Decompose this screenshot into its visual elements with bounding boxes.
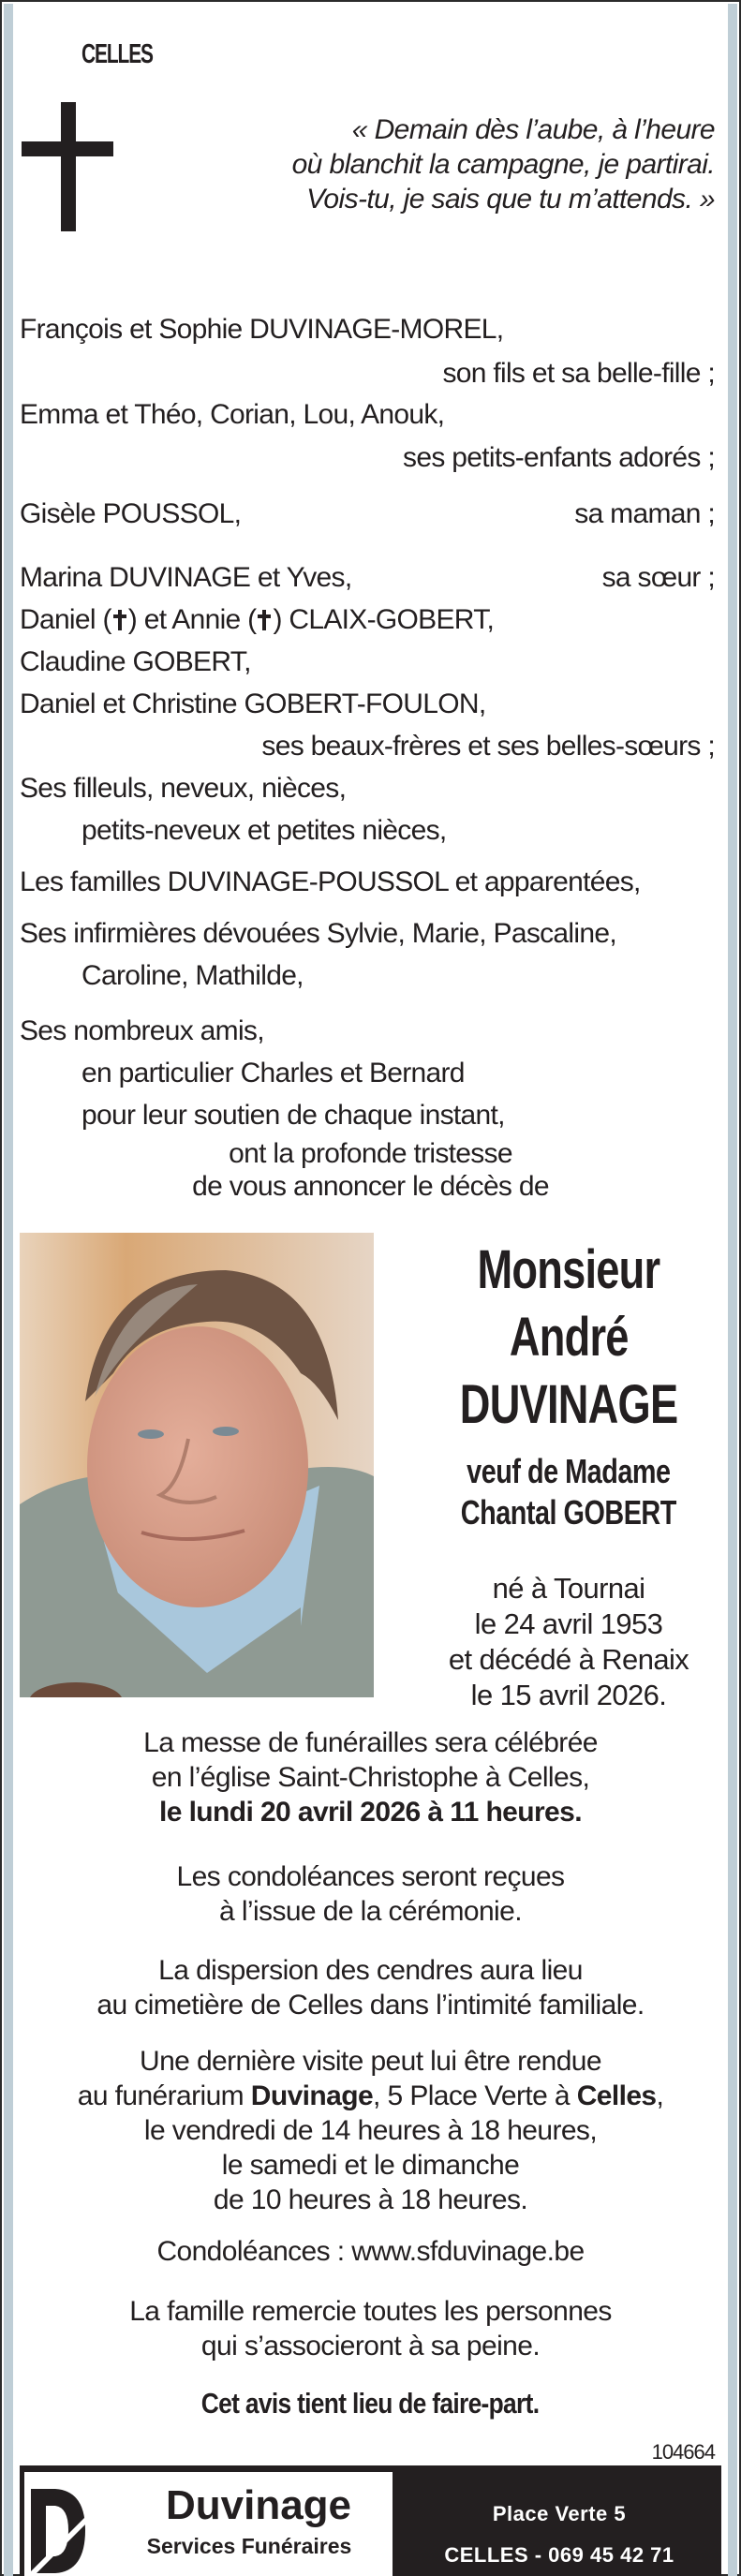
- family-mother-relation: sa maman ;: [574, 498, 715, 529]
- family-son-names: François et Sophie DUVINAGE-MOREL,: [20, 314, 504, 345]
- deceased-cross-icon: [258, 610, 271, 630]
- deceased-last-name: DUVINAGE: [459, 1374, 678, 1435]
- epigraph-quote: [190, 112, 715, 216]
- quote-line: Vois-tu, je sais que tu m’attends. »: [306, 184, 715, 215]
- family-sister-relation: sa sœur ;: [601, 562, 715, 593]
- family-inlaws-line1: [20, 604, 494, 636]
- family-son-relation: son fils et sa belle-fille ;: [442, 358, 715, 389]
- funeral-home-phone[interactable]: CELLES - 069 45 42 71: [444, 2543, 674, 2567]
- family-friends-line1: Ses nombreux amis,: [20, 1015, 264, 1046]
- funeral-line: en l’église Saint-Christophe à Celles,: [151, 1762, 590, 1793]
- thanks-line: qui s’associeront à sa peine.: [200, 2331, 541, 2361]
- death-place: et décédé à Renaix: [448, 1643, 689, 1676]
- family-friends-line3: pour leur soutien de chaque instant,: [82, 1100, 505, 1131]
- faire-part-notice: Cet avis tient lieu de faire-part.: [201, 2387, 540, 2420]
- cross-icon: [61, 102, 76, 231]
- visit-line: le vendredi de 14 heures à 18 heures,: [143, 2115, 598, 2146]
- reference-number: 104664: [651, 2440, 715, 2464]
- condolences-website[interactable]: Condoléances : www.sfduvinage.be: [156, 2236, 585, 2267]
- widower-block: [405, 1451, 733, 1533]
- deceased-name-block: [405, 1236, 733, 1439]
- family-mother-names: Gisèle POUSSOL,: [20, 498, 242, 529]
- quote-line: « Demain dès l’aube, à l’heure: [351, 114, 715, 145]
- ashes-line: La dispersion des cendres aura lieu: [158, 1955, 583, 1986]
- family-godchildren-line1: Ses filleuls, neveux, nièces,: [20, 773, 347, 804]
- thanks-message: [13, 2294, 728, 2363]
- inlaw-text: ) CLAIX-GOBERT,: [273, 604, 495, 635]
- family-friends-line2: en particulier Charles et Bernard: [82, 1058, 465, 1088]
- town-heading: CELLES: [82, 39, 153, 69]
- thanks-line: La famille remercie toutes les personnes: [129, 2296, 612, 2327]
- condolences-line: à l’issue de la cérémonie.: [219, 1896, 522, 1927]
- inlaw-text: ) et Annie (: [127, 604, 257, 635]
- widower-line: Chantal GOBERT: [460, 1493, 677, 1532]
- family-grandchildren-relation: ses petits-enfants adorés ;: [403, 442, 715, 473]
- birth-date: le 24 avril 1953: [474, 1607, 663, 1640]
- family-inlaws-line2: Claudine GOBERT,: [20, 646, 251, 677]
- deceased-title: Monsieur: [477, 1239, 660, 1300]
- funeral-home-name: Duvinage: [165, 2482, 352, 2528]
- last-visit-info: [13, 2044, 728, 2217]
- family-inlaws-line3: Daniel et Christine GOBERT-FOULON,: [20, 688, 486, 719]
- birth-death-block: [405, 1571, 733, 1713]
- quote-line: où blanchit la campagne, je partirai.: [291, 149, 715, 180]
- ashes-dispersion: [13, 1953, 728, 2022]
- family-godchildren-line2: petits-neveux et petites nièces,: [82, 815, 447, 846]
- funeral-home-banner: [20, 2465, 721, 2576]
- birth-place: né à Tournai: [492, 1572, 645, 1605]
- deceased-first-name: André: [509, 1307, 629, 1368]
- funeral-date: le lundi 20 avril 2026 à 11 heures.: [159, 1797, 582, 1828]
- funeral-home-contact: [402, 2494, 717, 2576]
- visit-line: le samedi et le dimanche: [221, 2150, 520, 2181]
- condolences-line: Les condoléances seront reçues: [176, 1861, 565, 1892]
- family-nurses-line1: Ses infirmières dévouées Sylvie, Marie, Pascaline,: [20, 918, 616, 949]
- cross-icon-bar: [22, 141, 113, 156]
- deceased-cross-icon: [113, 610, 126, 630]
- funeral-home-subtitle: Services Funéraires: [146, 2534, 352, 2558]
- funeral-mass-info: [13, 1725, 728, 1829]
- inlaw-text: Daniel (: [20, 604, 111, 635]
- deceased-portrait-photo: [20, 1233, 374, 1697]
- family-inlaws-relation: ses beaux-frères et ses belles-sœurs ;: [261, 731, 715, 762]
- left-margin-strip: [4, 4, 13, 2576]
- family-sister-names: Marina DUVINAGE et Yves,: [20, 562, 352, 593]
- visit-line: de 10 heures à 18 heures.: [213, 2184, 528, 2215]
- visit-address-line: au funérarium Duvinage, 5 Place Verte à Celles,: [77, 2080, 664, 2111]
- condolences-reception: [13, 1859, 728, 1929]
- duvinage-logo-icon: [27, 2483, 89, 2576]
- funeral-home-address: Place Verte 5: [492, 2502, 627, 2525]
- widower-line: veuf de Madame: [467, 1452, 671, 1490]
- family-nurses-line2: Caroline, Mathilde,: [82, 960, 304, 991]
- ashes-line: au cimetière de Celles dans l’intimité familiale.: [96, 1990, 645, 2021]
- announcement-line: de vous annoncer le décès de: [192, 1171, 549, 1202]
- family-families: Les familles DUVINAGE-POUSSOL et apparentées,: [20, 866, 641, 897]
- visit-line: Une dernière visite peut lui être rendue: [140, 2046, 601, 2077]
- funeral-home-logo-box: [24, 2472, 393, 2576]
- death-date: le 15 avril 2026.: [470, 1679, 667, 1711]
- funeral-line: La messe de funérailles sera célébrée: [143, 1727, 598, 1758]
- announcement-line: ont la profonde tristesse: [229, 1138, 512, 1169]
- family-grandchildren-names: Emma et Théo, Corian, Lou, Anouk,: [20, 399, 445, 430]
